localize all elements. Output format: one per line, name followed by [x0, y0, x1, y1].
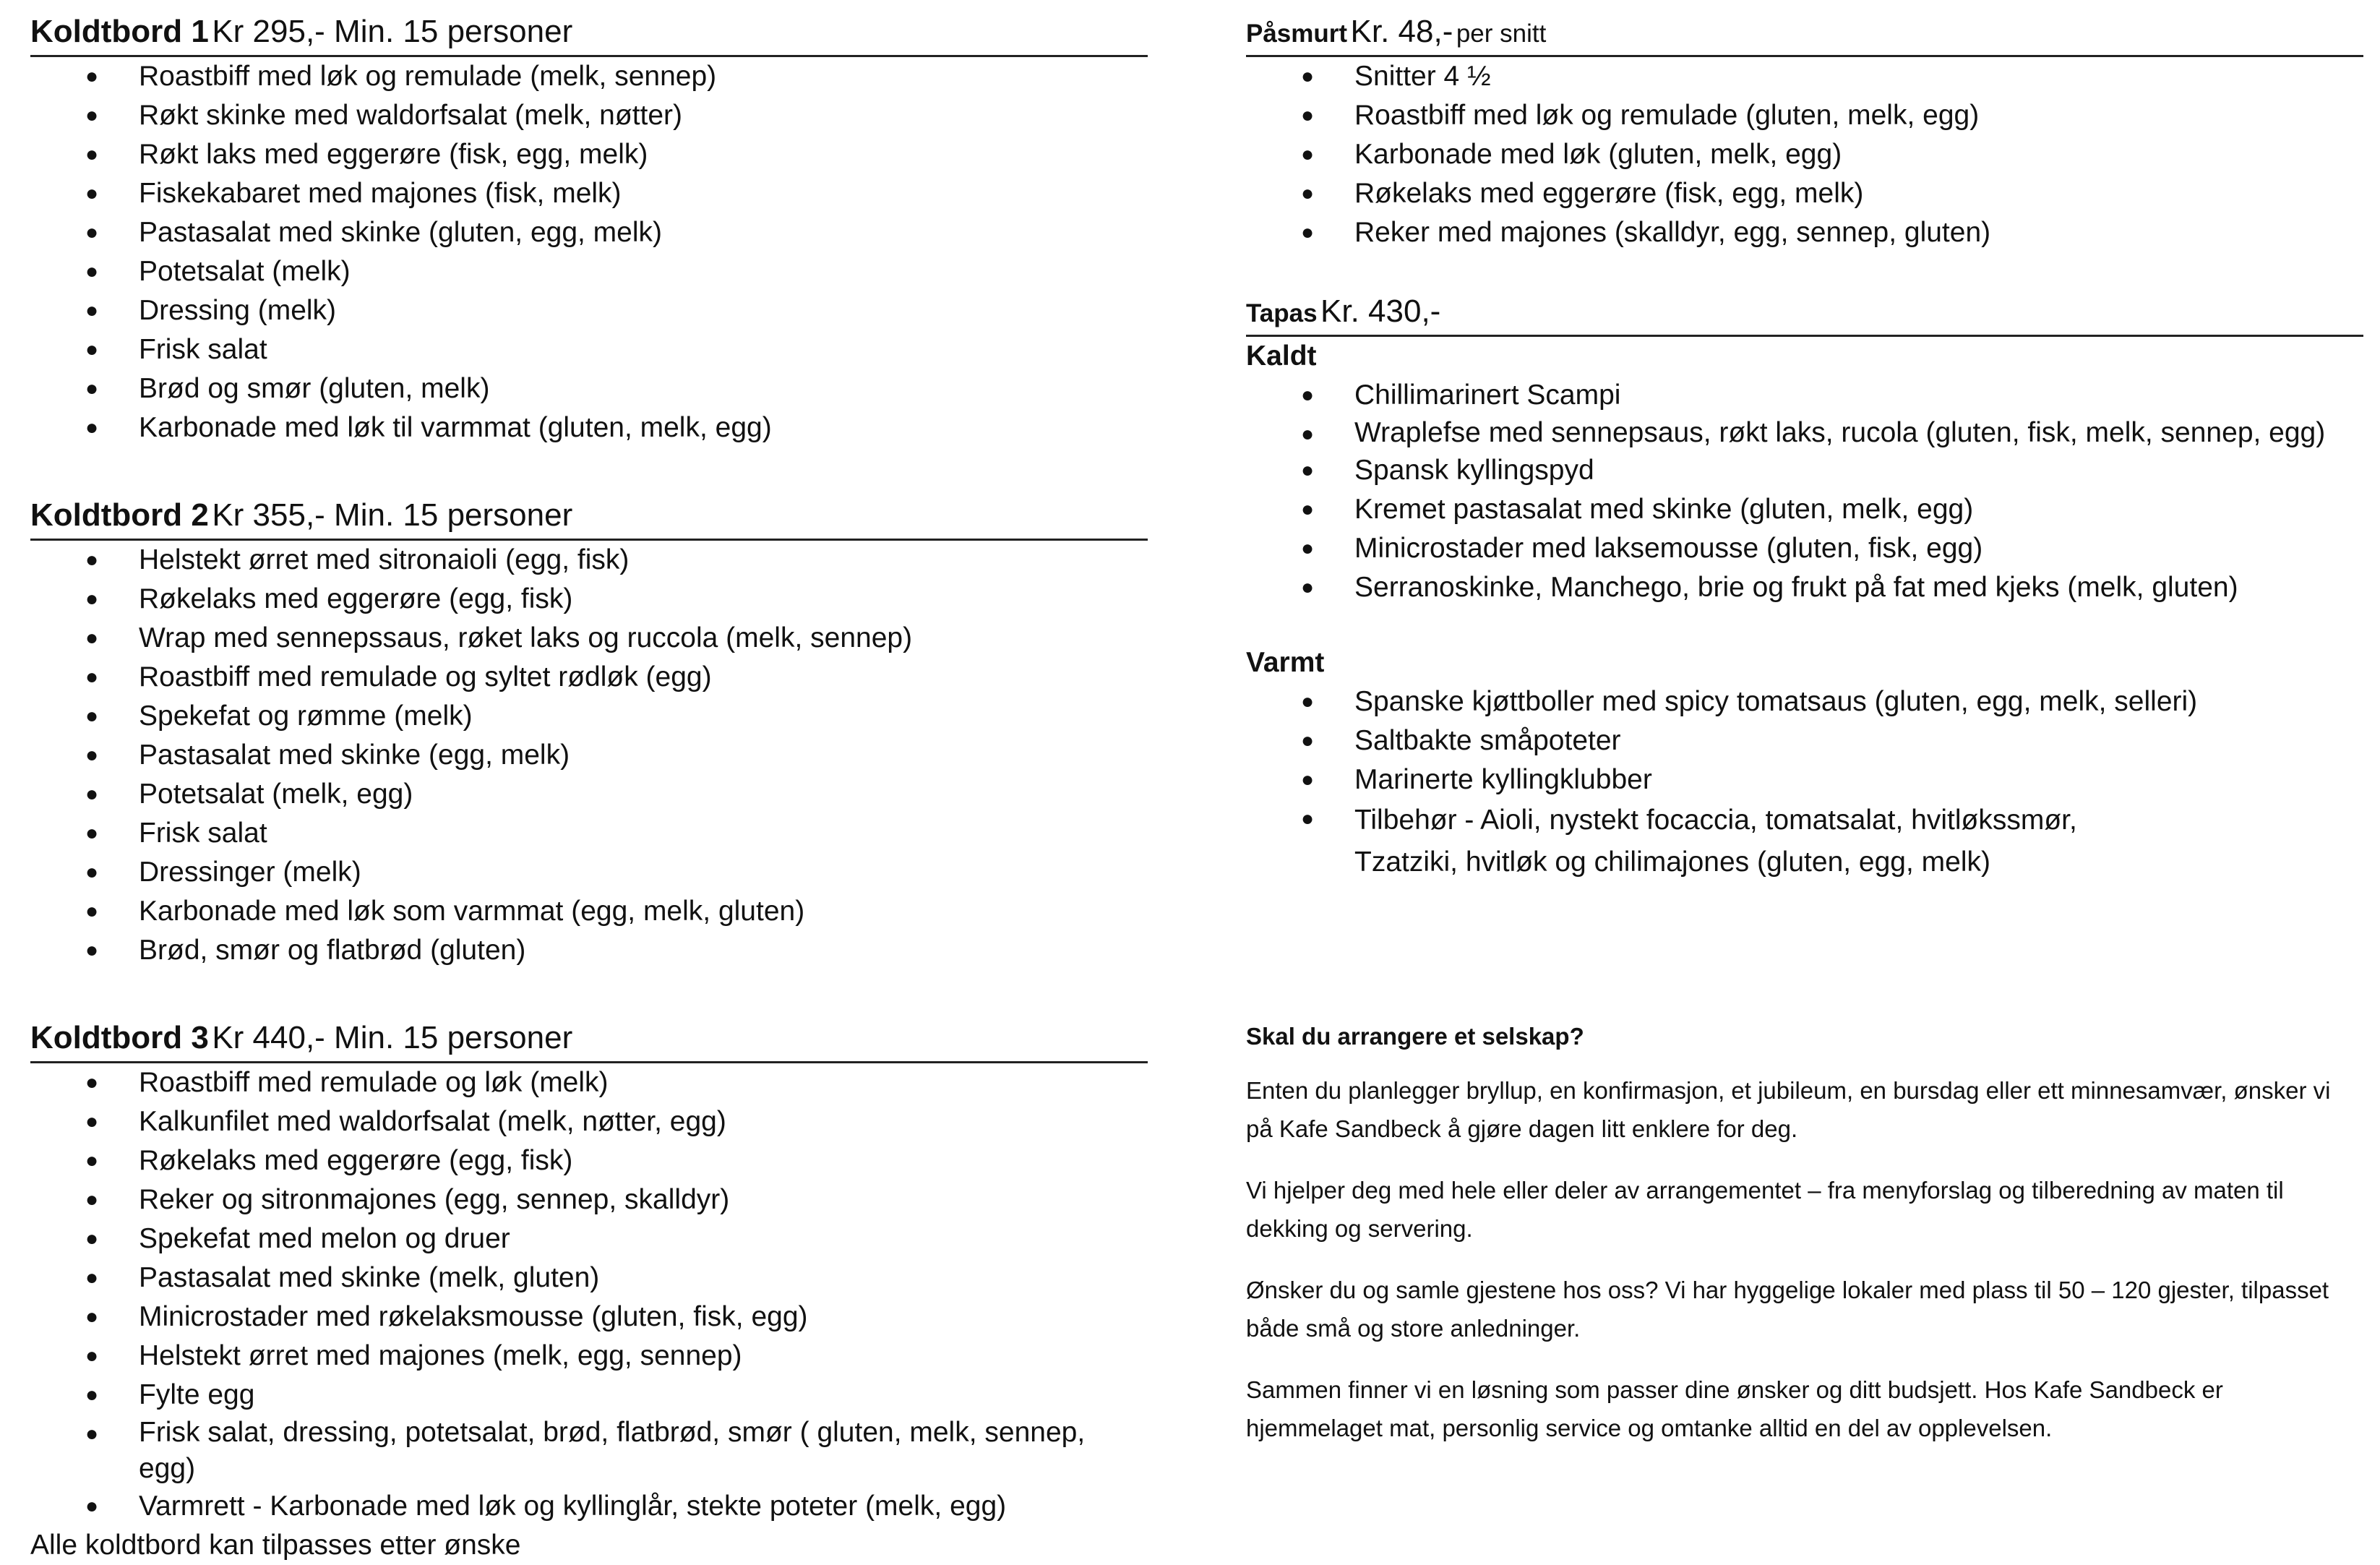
koldtbord1-list	[30, 57, 1148, 447]
koldtbord2-heading	[30, 497, 1148, 541]
list-item: ● Karbonade med løk til varmmat (gluten, melk, egg)	[30, 408, 1148, 447]
bullet-icon: ●	[1301, 497, 1315, 521]
bullet-icon: ●	[85, 587, 99, 611]
tapas-varmt-label: Varmt	[1246, 647, 1325, 678]
bullet-icon: ●	[1301, 807, 1315, 831]
pasmurt-price: Kr. 48,-	[1350, 14, 1453, 49]
list-item: ● Serranoskinke, Manchego, brie og frukt på fat med kjeks (melk, gluten)	[1246, 568, 2363, 607]
list-item: ● Roastbiff med remulade og løk (melk)	[30, 1063, 1148, 1102]
pasmurt-name: Påsmurt	[1246, 20, 1348, 48]
pasmurt-price-suffix: per snitt	[1456, 20, 1547, 48]
koldtbord2-price: Kr 355,- Min. 15 personer	[212, 497, 573, 533]
list-item: ● Karbonade med løk som varmmat (egg, melk, gluten)	[30, 892, 1148, 931]
list-item: ● Frisk salat	[30, 330, 1148, 369]
bullet-icon: ●	[85, 899, 99, 923]
list-item: ● Karbonade med løk (gluten, melk, egg)	[1246, 135, 2363, 174]
list-item: ● Spanske kjøttboller med spicy tomatsaus (gluten, egg, melk, selleri)	[1246, 682, 2363, 721]
bullet-icon: ●	[85, 1227, 99, 1251]
list-item: ● Saltbakte småpoteter	[1246, 721, 2363, 760]
list-item: ● Fylte egg	[30, 1376, 1148, 1415]
bullet-icon: ●	[85, 665, 99, 689]
list-item: ● Pastasalat med skinke (melk, gluten)	[30, 1259, 1148, 1298]
bullet-icon: ●	[85, 1266, 99, 1290]
bullet-icon: ●	[85, 860, 99, 884]
bullet-icon: ●	[85, 782, 99, 806]
bullet-icon: ●	[85, 548, 99, 572]
list-item: ● Røkelaks med eggerøre (egg, fisk)	[30, 580, 1148, 619]
left-column	[30, 13, 1148, 1565]
list-item: ● Reker med majones (skalldyr, egg, sennep, gluten)	[1246, 213, 2363, 252]
list-item: ● Minicrostader med laksemousse (gluten, fisk, egg)	[1246, 529, 2363, 568]
bullet-icon: ●	[85, 260, 99, 283]
koldtbord1-heading	[30, 13, 1148, 57]
bullet-icon: ●	[85, 1383, 99, 1407]
info-title: Skal du arrangere et selskap?	[1246, 1023, 1584, 1050]
bullet-icon: ●	[1301, 768, 1315, 792]
list-item: ● Potetsalat (melk, egg)	[30, 775, 1148, 814]
bullet-icon: ●	[85, 64, 99, 88]
bullet-icon: ●	[85, 142, 99, 166]
tapas-kaldt-label: Kaldt	[1246, 340, 1317, 372]
list-item: ● Helstekt ørret med majones (melk, egg, sennep)	[30, 1337, 1148, 1376]
bullet-icon: ●	[85, 938, 99, 962]
koldtbord1-name: Koldtbord 1	[30, 14, 209, 49]
bullet-icon: ●	[1301, 64, 1315, 88]
list-item: ● Røkt skinke med waldorfsalat (melk, nøtter)	[30, 96, 1148, 135]
bullet-icon: ●	[85, 220, 99, 244]
bullet-icon: ●	[85, 1149, 99, 1172]
list-item: ● Pastasalat med skinke (gluten, egg, melk)	[30, 213, 1148, 252]
bullet-icon: ●	[1301, 181, 1315, 205]
bullet-icon: ●	[1301, 575, 1315, 599]
list-item: ● Røkelaks med eggerøre (fisk, egg, melk)	[1246, 174, 2363, 213]
bullet-icon: ●	[85, 626, 99, 650]
list-item: ● Dressing (melk)	[30, 291, 1148, 330]
bullet-icon: ●	[85, 704, 99, 728]
bullet-icon: ●	[85, 1494, 99, 1518]
list-item: ● Røkt laks med eggerøre (fisk, egg, melk)	[30, 135, 1148, 174]
bullet-icon: ●	[1301, 103, 1315, 127]
pasmurt-list	[1246, 57, 2363, 252]
list-item: ● Varmrett - Karbonade med løk og kyllinglår, stekte poteter (melk, egg)	[30, 1487, 1148, 1526]
list-item: ● Frisk salat, dressing, potetsalat, brød, flatbrød, smør ( gluten, melk, sennep, egg)	[30, 1415, 1148, 1487]
bullet-icon: ●	[1301, 142, 1315, 166]
bullet-icon: ●	[85, 377, 99, 400]
list-item: ● Frisk salat	[30, 814, 1148, 853]
koldtbord3-price: Kr 440,- Min. 15 personer	[212, 1020, 573, 1055]
bullet-icon: ●	[85, 103, 99, 127]
bullet-icon: ●	[1301, 458, 1315, 482]
list-item: ● Chillimarinert Scampi	[1246, 376, 2363, 415]
tapas-price: Kr. 430,-	[1320, 293, 1441, 329]
list-item: ● Spekefat med melon og druer	[30, 1219, 1148, 1259]
info-paragraph: Enten du planlegger bryllup, en konfirmasjon, et jubileum, en bursdag eller ett minnesamvær, ønsker vi på Kafe Sandbeck å gjøre dagen litt enklere for deg.	[1246, 1077, 2331, 1142]
bullet-icon: ●	[85, 1422, 99, 1446]
bullet-icon: ●	[85, 299, 99, 322]
list-item: ● Snitter 4 ½	[1246, 57, 2363, 96]
list-item: ● Roastbiff med løk og remulade (gluten, melk, egg)	[1246, 96, 2363, 135]
right-column	[1246, 13, 2363, 883]
list-item: ● Helstekt ørret med sitronaioli (egg, fisk)	[30, 541, 1148, 580]
list-item: ● Brød, smør og flatbrød (gluten)	[30, 931, 1148, 970]
list-item: ● Roastbiff med løk og remulade (melk, sennep)	[30, 57, 1148, 96]
tapas-varmt-list	[1246, 682, 2363, 883]
info-paragraph: Ønsker du og samle gjestene hos oss? Vi har hyggelige lokaler med plass til 50 – 120 gjester, tilpasset både små og store anledninger.	[1246, 1277, 2329, 1342]
tapas-heading	[1246, 293, 2363, 337]
list-item: ● Wraplefse med sennepsaus, røkt laks, rucola (gluten, fisk, melk, sennep, egg)	[1246, 415, 2363, 451]
list-item: ● Dressinger (melk)	[30, 853, 1148, 892]
bullet-icon: ●	[1301, 383, 1315, 407]
koldtbord1-price: Kr 295,- Min. 15 personer	[212, 14, 573, 49]
list-item: ● Tilbehør - Aioli, nystekt focaccia, tomatsalat, hvitløkssmør, Tzatziki, hvitløk og chilimajones (gluten, egg, melk)	[1246, 799, 2363, 883]
bullet-icon: ●	[85, 181, 99, 205]
list-item: ● Minicrostader med røkelaksmousse (gluten, fisk, egg)	[30, 1298, 1148, 1337]
list-item: ● Kremet pastasalat med skinke (gluten, melk, egg)	[1246, 490, 2363, 529]
list-item: ● Brød og smør (gluten, melk)	[30, 369, 1148, 408]
list-item: ● Pastasalat med skinke (egg, melk)	[30, 736, 1148, 775]
bullet-icon: ●	[85, 743, 99, 767]
koldtbord2-list	[30, 541, 1148, 970]
bullet-icon: ●	[85, 821, 99, 845]
bullet-icon: ●	[85, 1188, 99, 1212]
list-item: ● Spansk kyllingspyd	[1246, 451, 2363, 490]
koldtbord3-name: Koldtbord 3	[30, 1020, 209, 1055]
bullet-icon: ●	[1301, 220, 1315, 244]
bullet-icon: ●	[85, 1344, 99, 1368]
tapas-kaldt-list	[1246, 376, 2363, 607]
tapas-name: Tapas	[1246, 299, 1318, 327]
koldtbord3-list	[30, 1063, 1148, 1526]
bullet-icon: ●	[1301, 690, 1315, 713]
info-section	[1246, 1018, 2352, 1470]
bullet-icon: ●	[85, 1110, 99, 1133]
koldtbord3-heading	[30, 1019, 1148, 1063]
bullet-icon: ●	[85, 416, 99, 440]
list-item: ● Wrap med sennepssaus, røket laks og ruccola (melk, sennep)	[30, 619, 1148, 658]
list-item: ● Marinerte kyllingklubber	[1246, 760, 2363, 799]
info-paragraph: Vi hjelper deg med hele eller deler av arrangementet – fra menyforslag og tilberedning av maten til dekking og servering.	[1246, 1177, 2284, 1242]
bullet-icon: ●	[1301, 729, 1315, 753]
list-item: ● Potetsalat (melk)	[30, 252, 1148, 291]
list-item: ● Spekefat og rømme (melk)	[30, 697, 1148, 736]
list-item: ● Kalkunfilet med waldorfsalat (melk, nøtter, egg)	[30, 1102, 1148, 1141]
bullet-icon: ●	[1301, 422, 1315, 446]
list-item: ● Reker og sitronmajones (egg, sennep, skalldyr)	[30, 1180, 1148, 1219]
pasmurt-heading	[1246, 13, 2363, 57]
list-item: ● Roastbiff med remulade og syltet rødløk (egg)	[30, 658, 1148, 697]
koldtbord-note: Alle koldtbord kan tilpasses etter ønske	[30, 1530, 521, 1561]
koldtbord2-name: Koldtbord 2	[30, 497, 209, 533]
bullet-icon: ●	[85, 1071, 99, 1094]
bullet-icon: ●	[85, 338, 99, 361]
list-item: ● Fiskekabaret med majones (fisk, melk)	[30, 174, 1148, 213]
bullet-icon: ●	[85, 1305, 99, 1329]
info-paragraph: Sammen finner vi en løsning som passer dine ønsker og ditt budsjett. Hos Kafe Sandbeck er hjemmelaget mat, personlig service og omtanke alltid en del av opplevelsen.	[1246, 1376, 2223, 1441]
bullet-icon: ●	[1301, 536, 1315, 560]
list-item: ● Røkelaks med eggerøre (egg, fisk)	[30, 1141, 1148, 1180]
